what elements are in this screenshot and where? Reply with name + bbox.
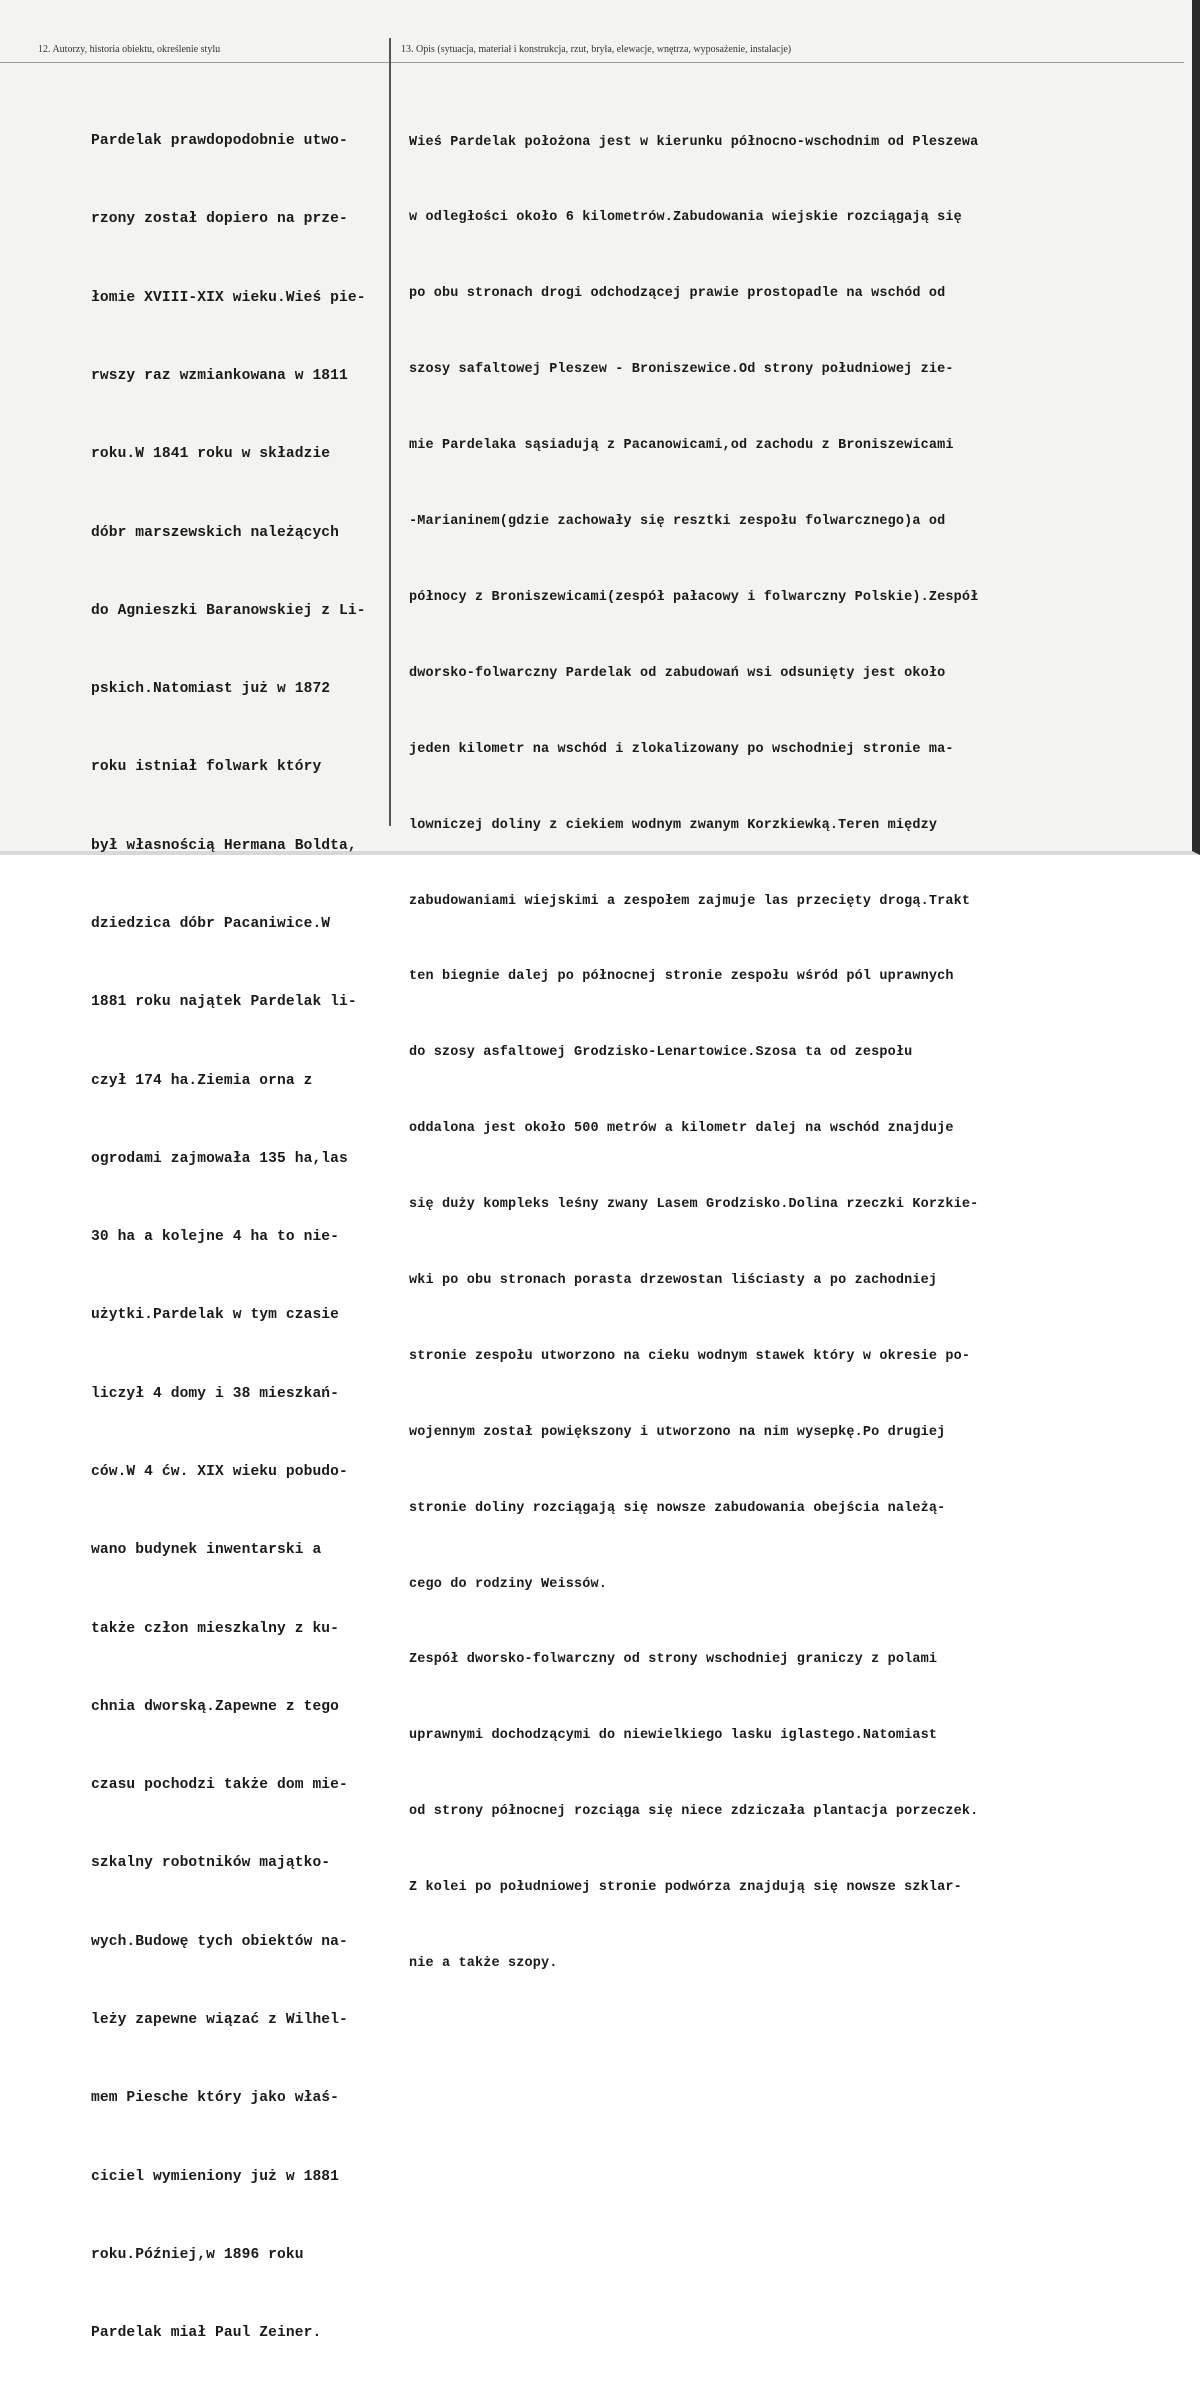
section-13-label: 13. Opis (sytuacja, materiał i konstrukcja, rzut, bryła, elewacje, wnętrza, wyposażenie, instalacje) [401,44,792,55]
history-line: szkalny robotników majątko- [91,1855,331,1872]
description-line: północy z Broniszewicami(zespół pałacowy i folwarczny Polskie).Zespół [409,589,979,605]
description-line: po obu stronach drogi odchodzącej prawie prostopadle na wschód od [409,286,946,302]
description-line: od strony północnej rozciąga się niece zdziczała plantacja porzeczek. [409,1804,979,1820]
history-line: 30 ha a kolejne 4 ha to nie- [91,1229,340,1246]
section-12-label: 12. Autorzy, historia obiektu, określenie stylu [38,44,221,55]
history-line: Pardelak miał Paul Zeiner. [91,2325,322,2342]
description-line: lowniczej doliny z ciekiem wodnym zwanym Korzkiewką.Teren między [409,817,938,833]
description-line: się duży kompleks leśny zwany Lasem Grodzisko.Dolina rzeczki Korzkie- [409,1197,979,1213]
history-line: roku.W 1841 roku w składzie [91,446,331,463]
history-line: ogrodami zajmowała 135 ha,las [91,1150,348,1167]
history-line: także człon mieszkalny z ku- [91,1620,340,1637]
history-line: roku.Później,w 1896 roku [91,2246,304,2263]
history-line: czasu pochodzi także dom mie- [91,1777,348,1794]
description-line: do szosy asfaltowej Grodzisko-Lenartowice.Szosa ta od zespołu [409,1045,913,1061]
history-line: Pardelak prawdopodobnie utwo- [91,133,348,150]
history-line: dóbr marszewskich należących [91,524,340,541]
description-line: cego do rodziny Weissów. [409,1576,608,1592]
description-line: mie Pardelaka sąsiadują z Pacanowicami,od zachodu z Broniszewicami [409,438,954,454]
history-line: wych.Budowę tych obiektów na- [91,1933,348,1950]
history-line: był własnością Hermana Boldta, [91,837,357,854]
history-line: roku istniał folwark który [91,759,322,776]
description-line: nie a także szopy. [409,1955,558,1971]
history-line: 1881 roku najątek Pardelak li- [91,994,357,1011]
history-line: mem Piesche który jako właś- [91,2090,340,2107]
description-line: stronie zespołu utworzono na cieku wodnym stawek który w okresie po- [409,1348,971,1364]
column-divider [389,38,391,826]
history-line: leży zapewne wiązać z Wilhel- [91,2011,348,2028]
description-line: wki po obu stronach porasta drzewostan liściasty a po zachodniej [409,1272,938,1288]
description-line: w odległości około 6 kilometrów.Zabudowania wiejskie rozciągają się [409,210,962,226]
description-line: -Marianinem(gdzie zachowały się resztki zespołu folwarcznego)a od [409,514,946,530]
description-line: Zespół dworsko-folwarczny od strony wschodniej graniczy z polami [409,1652,938,1668]
history-line: rzony został dopiero na prze- [91,211,348,228]
history-line: dziedzica dóbr Pacaniwice.W [91,916,331,932]
history-line: ców.W 4 ćw. XIX wieku pobudo- [91,1463,348,1480]
description-line: oddalona jest około 500 metrów a kilometr dalej na wschód znajduje [409,1121,954,1137]
description-line: stronie doliny rozciągają się nowsze zabudowania obejścia należą- [409,1500,946,1516]
history-text [91,76,366,2398]
description-line: ten biegnie dalej po północnej stronie zespołu wśród pól uprawnych [409,969,954,985]
history-line: rwszy raz wzmiankowana w 1811 [91,368,348,385]
history-line: do Agnieszki Baranowskiej z Li- [91,602,366,619]
description-text [409,79,978,2027]
description-line: dworsko-folwarczny Pardelak od zabudowań wsi odsunięty jest około [409,665,946,681]
description-line: Wieś Pardelak położona jest w kierunku północno-wschodnim od Pleszewa [409,134,979,150]
description-line: uprawnymi dochodzącymi do niewielkiego lasku iglastego.Natomiast [409,1728,938,1744]
history-line: użytki.Pardelak w tym czasie [91,1307,340,1324]
description-line: szosy safaltowej Pleszew - Broniszewice.Od strony południowej zie- [409,362,954,378]
history-line: chnia dworską.Zapewne z tego [91,1698,340,1715]
history-line: łomie XVIII-XIX wieku.Wieś pie- [91,289,366,306]
history-line: wano budynek inwentarski a [91,1542,322,1559]
history-line: ciciel wymieniony już w 1881 [91,2168,340,2185]
description-line: jeden kilometr na wschód i zlokalizowany po wschodniej stronie ma- [409,741,954,757]
description-line: Z kolei po południowej stronie podwórza znajdują się nowsze szklar- [409,1880,962,1896]
history-line: czył 174 ha.Ziemia orna z [91,1072,313,1089]
history-line: pskich.Natomiast już w 1872 [91,681,331,698]
description-line: zabudowaniami wiejskimi a zespołem zajmuje las przecięty drogą.Trakt [409,893,971,909]
history-line: liczył 4 domy i 38 mieszkań- [91,1385,340,1402]
description-line: wojennym został powiększony i utworzono na nim wysepkę.Po drugiej [409,1424,946,1440]
